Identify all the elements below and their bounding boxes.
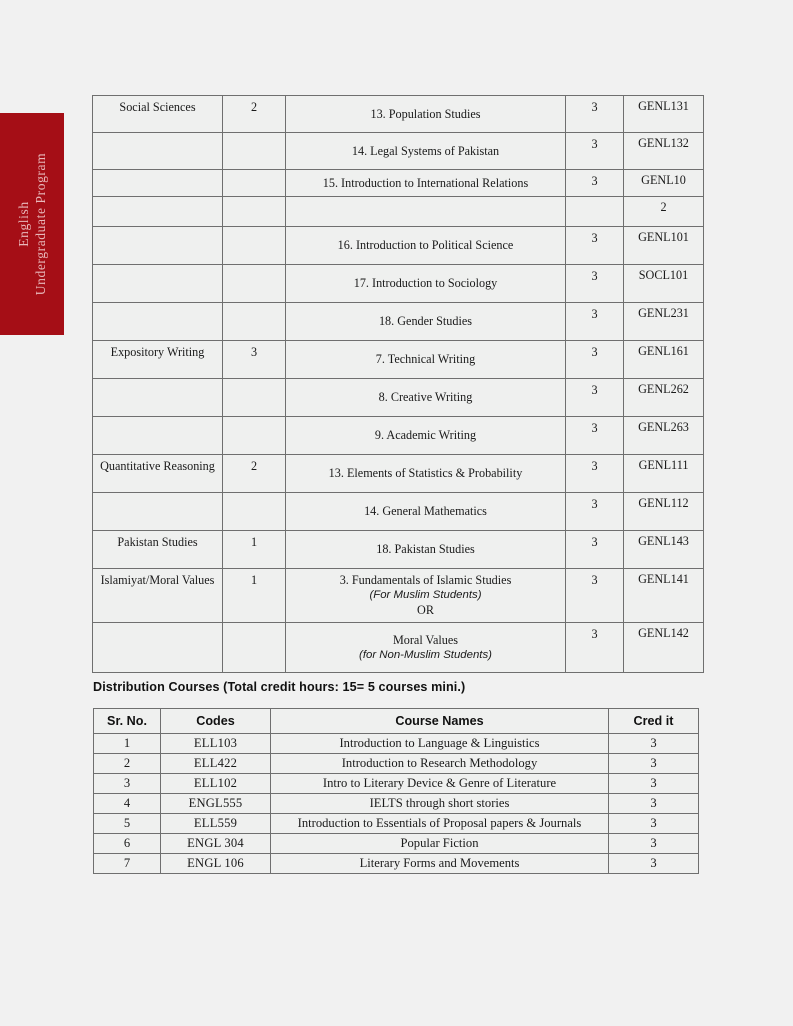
program-side-tab-line-1: English (16, 201, 31, 247)
dist-code: ENGL 304 (161, 834, 271, 854)
table-row (93, 170, 704, 197)
table-row (93, 303, 704, 341)
ge-course: 13. Elements of Statistics & Probability (286, 455, 566, 493)
ge-area: Expository Writing (93, 341, 223, 379)
ge-credit: 3 (566, 96, 624, 133)
ge-course: 13. Population Studies (286, 96, 566, 133)
ge-code: GENL161 (624, 341, 704, 379)
ge-area (93, 623, 223, 673)
program-side-tab (0, 113, 64, 335)
ge-course: 16. Introduction to Political Science (286, 227, 566, 265)
ge-credit: 3 (566, 531, 624, 569)
ge-course: 7. Technical Writing (286, 341, 566, 379)
dist-header-codes: Codes (161, 709, 271, 734)
ge-code: GENL101 (624, 227, 704, 265)
table-row (94, 754, 699, 774)
ge-credit: 3 (566, 417, 624, 455)
dist-credit: 3 (609, 814, 699, 834)
table-row (93, 623, 704, 673)
dist-name: Introduction to Research Methodology (271, 754, 609, 774)
ge-code: GENL231 (624, 303, 704, 341)
ge-code: GENL143 (624, 531, 704, 569)
table-row (93, 341, 704, 379)
table-row (93, 417, 704, 455)
dist-credit: 3 (609, 754, 699, 774)
ge-area: Quantitative Reasoning (93, 455, 223, 493)
distribution-courses-heading: Distribution Courses (Total credit hours: 15= 5 courses mini.) (93, 680, 466, 694)
ge-count: 1 (223, 569, 286, 623)
ge-code: GENL263 (624, 417, 704, 455)
ge-count (223, 379, 286, 417)
ge-credit: 3 (566, 133, 624, 170)
table-header-row (94, 709, 699, 734)
ge-area (93, 170, 223, 197)
ge-course: 3. Fundamentals of Islamic Studies (339, 573, 512, 587)
ge-area (93, 227, 223, 265)
ge-code: GENL141 (624, 569, 704, 623)
dist-name: IELTS through short stories (271, 794, 609, 814)
ge-course-with-note (286, 569, 566, 623)
ge-area: Islamiyat/Moral Values (93, 569, 223, 623)
ge-course: 18. Gender Studies (286, 303, 566, 341)
ge-credit: 3 (566, 379, 624, 417)
ge-count (223, 303, 286, 341)
table-row (93, 379, 704, 417)
ge-area: Pakistan Studies (93, 531, 223, 569)
table-row (93, 96, 704, 133)
table-row (94, 814, 699, 834)
ge-course: 18. Pakistan Studies (286, 531, 566, 569)
ge-code: GENL262 (624, 379, 704, 417)
ge-code: GENL112 (624, 493, 704, 531)
program-side-tab-line-2: Undergraduate Program (33, 152, 48, 296)
ge-course-with-note (286, 623, 566, 673)
ge-code: 2 (624, 197, 704, 227)
table-row (93, 197, 704, 227)
ge-code: GENL111 (624, 455, 704, 493)
dist-credit: 3 (609, 854, 699, 874)
ge-credit: 3 (566, 493, 624, 531)
ge-area (93, 133, 223, 170)
ge-code: GENL132 (624, 133, 704, 170)
dist-name: Intro to Literary Device & Genre of Literature (271, 774, 609, 794)
ge-credit: 3 (566, 569, 624, 623)
table-row (93, 455, 704, 493)
ge-count: 1 (223, 531, 286, 569)
ge-course: 8. Creative Writing (286, 379, 566, 417)
dist-name: Introduction to Language & Linguistics (271, 734, 609, 754)
ge-area (93, 379, 223, 417)
dist-code: ELL559 (161, 814, 271, 834)
ge-count (223, 265, 286, 303)
dist-sr-no: 3 (94, 774, 161, 794)
ge-area (93, 265, 223, 303)
dist-sr-no: 2 (94, 754, 161, 774)
ge-area (93, 303, 223, 341)
dist-code: ENGL555 (161, 794, 271, 814)
ge-credit: 3 (566, 227, 624, 265)
table-row (93, 227, 704, 265)
table-row (93, 493, 704, 531)
table-row (94, 854, 699, 874)
dist-name: Literary Forms and Movements (271, 854, 609, 874)
ge-count (223, 227, 286, 265)
ge-course-or: OR (417, 603, 434, 617)
table-row (93, 531, 704, 569)
ge-credit: 3 (566, 303, 624, 341)
ge-course (286, 197, 566, 227)
ge-area (93, 417, 223, 455)
ge-count: 3 (223, 341, 286, 379)
dist-name: Popular Fiction (271, 834, 609, 854)
dist-credit: 3 (609, 774, 699, 794)
ge-course-note: (For Muslim Students) (369, 589, 482, 601)
ge-course: 14. General Mathematics (286, 493, 566, 531)
dist-sr-no: 1 (94, 734, 161, 754)
ge-credit (566, 197, 624, 227)
dist-code: ELL102 (161, 774, 271, 794)
ge-credit: 3 (566, 623, 624, 673)
dist-sr-no: 7 (94, 854, 161, 874)
ge-count (223, 493, 286, 531)
ge-code: GENL10 (624, 170, 704, 197)
dist-sr-no: 4 (94, 794, 161, 814)
ge-code: SOCL101 (624, 265, 704, 303)
ge-code: GENL142 (624, 623, 704, 673)
dist-code: ENGL 106 (161, 854, 271, 874)
ge-count: 2 (223, 455, 286, 493)
table-row (94, 734, 699, 754)
ge-code: GENL131 (624, 96, 704, 133)
program-side-tab-text (15, 153, 49, 295)
ge-credit: 3 (566, 341, 624, 379)
table-row (93, 133, 704, 170)
ge-count (223, 417, 286, 455)
ge-credit: 3 (566, 265, 624, 303)
table-row (93, 265, 704, 303)
table-row (93, 569, 704, 623)
table-row (94, 834, 699, 854)
ge-count (223, 623, 286, 673)
dist-code: ELL422 (161, 754, 271, 774)
ge-course: 15. Introduction to International Relations (286, 170, 566, 197)
dist-sr-no: 5 (94, 814, 161, 834)
ge-count (223, 133, 286, 170)
dist-header-credit: Cred it (609, 709, 699, 734)
distribution-courses-table (93, 708, 699, 874)
table-row (94, 794, 699, 814)
table-row (94, 774, 699, 794)
ge-course: 9. Academic Writing (286, 417, 566, 455)
ge-course-note: (for Non-Muslim Students) (359, 648, 492, 661)
ge-course: Moral Values (392, 632, 459, 647)
general-education-table (92, 95, 704, 673)
dist-credit: 3 (609, 794, 699, 814)
ge-credit: 3 (566, 455, 624, 493)
dist-sr-no: 6 (94, 834, 161, 854)
ge-area (93, 493, 223, 531)
ge-course: 14. Legal Systems of Pakistan (286, 133, 566, 170)
ge-count (223, 197, 286, 227)
dist-header-course-names: Course Names (271, 709, 609, 734)
ge-credit: 3 (566, 170, 624, 197)
dist-code: ELL103 (161, 734, 271, 754)
ge-course: 17. Introduction to Sociology (286, 265, 566, 303)
dist-credit: 3 (609, 834, 699, 854)
dist-credit: 3 (609, 734, 699, 754)
dist-name: Introduction to Essentials of Proposal papers & Journals (271, 814, 609, 834)
ge-area: Social Sciences (93, 96, 223, 133)
dist-header-sr-no: Sr. No. (94, 709, 161, 734)
ge-count: 2 (223, 96, 286, 133)
ge-area (93, 197, 223, 227)
ge-count (223, 170, 286, 197)
